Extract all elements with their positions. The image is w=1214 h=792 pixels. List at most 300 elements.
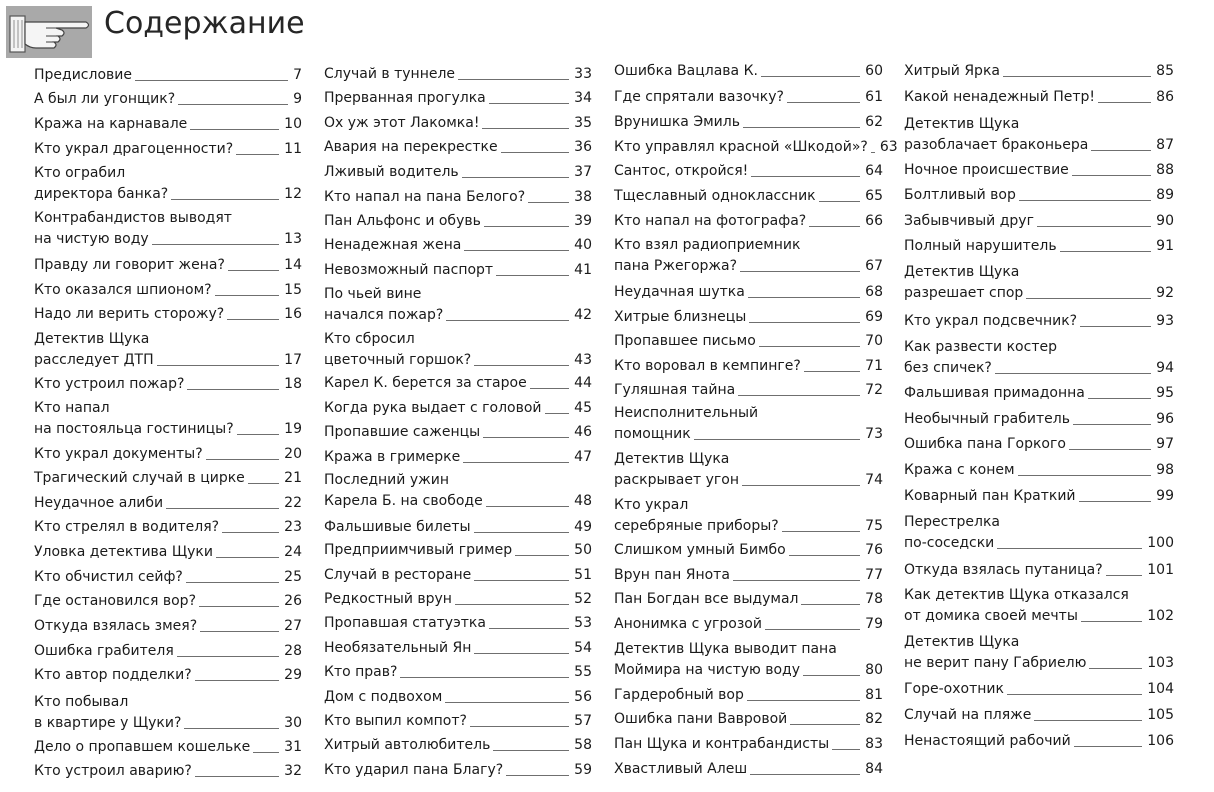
- toc-entry-title: Пропавшие саженцы: [324, 424, 481, 440]
- toc-leader-line: [803, 675, 860, 676]
- toc-entry-title: разоблачает браконьера: [904, 137, 1089, 153]
- toc-entry: [324, 284, 592, 326]
- toc-entry: [324, 711, 592, 732]
- toc-leader-line: [749, 322, 860, 323]
- toc-leader-line: [215, 295, 280, 296]
- toc-entry-title: Кто устроил аварию?: [34, 763, 192, 779]
- toc-entry-title: Кто напал на пана Белого?: [324, 189, 526, 205]
- toc-page-number: 92: [1156, 285, 1174, 301]
- toc-entry: [34, 665, 302, 686]
- toc-entry-title: без спичек?: [904, 360, 992, 376]
- toc-leader-line: [1089, 668, 1142, 669]
- toc-leader-line: [506, 775, 569, 776]
- toc-entry-title: на чистую воду: [34, 231, 149, 247]
- toc-entry: [614, 709, 883, 730]
- toc-leader-line: [483, 437, 569, 438]
- toc-entry-title: Врунишка Эмиль: [614, 114, 740, 130]
- toc-entry-title: по-соседски: [904, 535, 995, 551]
- toc-entry: [324, 137, 592, 158]
- toc-page-number: 12: [284, 186, 302, 202]
- toc-entry-title: Какой ненадежный Петр!: [904, 89, 1096, 105]
- toc-entry: [904, 460, 1174, 481]
- toc-entry-title: Ох уж этот Лакомка!: [324, 115, 480, 131]
- toc-leader-line: [474, 532, 570, 533]
- toc-page-number: 16: [284, 306, 302, 322]
- toc-leader-line: [832, 749, 860, 750]
- toc-entry: [324, 187, 592, 208]
- toc-page-number: 60: [865, 63, 883, 79]
- toc-leader-line: [222, 532, 279, 533]
- toc-page-number: 73: [865, 426, 883, 442]
- toc-leader-line: [782, 531, 860, 532]
- toc-entry-title: Случай в ресторане: [324, 567, 472, 583]
- toc-page-number: 103: [1147, 655, 1174, 671]
- toc-entry: [34, 398, 302, 440]
- toc-entry-title: директора банка?: [34, 186, 169, 202]
- toc-entry: [904, 236, 1174, 257]
- toc-entry-title: Ненастоящий рабочий: [904, 733, 1071, 749]
- toc-page-number: 45: [574, 400, 592, 416]
- toc-leader-line: [1081, 621, 1142, 622]
- toc-leader-line: [470, 726, 569, 727]
- toc-page-number: 13: [284, 231, 302, 247]
- toc-entry-title-line: По чьей вине: [324, 286, 422, 302]
- toc-page-number: 86: [1156, 89, 1174, 105]
- toc-entry-title: Кто управлял красной «Шкодой»?: [614, 139, 868, 155]
- toc-entry-title: Коварный пан Краткий: [904, 488, 1076, 504]
- toc-entry-title-line: Кто побывал: [34, 694, 129, 710]
- toc-entry-title: Предисловие: [34, 67, 132, 83]
- toc-leader-line: [751, 176, 860, 177]
- toc-page-number: 65: [865, 188, 883, 204]
- toc-entry: [614, 211, 883, 232]
- toc-entry-title: Кто украл документы?: [34, 446, 203, 462]
- toc-leader-line: [135, 80, 288, 81]
- toc-entry-title: расследует ДТП: [34, 352, 154, 368]
- toc-page-number: 77: [865, 567, 883, 583]
- toc-entry: [614, 331, 883, 352]
- toc-entry-title: Фальшивая примадонна: [904, 385, 1085, 401]
- toc-entry: [614, 450, 883, 491]
- toc-page-number: 18: [284, 376, 302, 392]
- toc-leader-line: [446, 320, 569, 321]
- toc-leader-line: [765, 629, 860, 630]
- toc-entry-title: Кража на карнавале: [34, 116, 188, 132]
- toc-entry-title: Полный нарушитель: [904, 238, 1057, 254]
- toc-page-number: 19: [284, 421, 302, 437]
- toc-entry-title: пана Ржегоржа?: [614, 258, 738, 274]
- toc-leader-line: [761, 76, 860, 77]
- toc-leader-line: [747, 700, 860, 701]
- toc-page-number: 66: [865, 213, 883, 229]
- toc-entry: [34, 163, 302, 205]
- toc-leader-line: [195, 776, 279, 777]
- toc-leader-line: [484, 226, 569, 227]
- toc-entry: [324, 88, 592, 109]
- toc-entry: [614, 161, 883, 182]
- toc-page-number: 44: [574, 375, 592, 391]
- toc-entry: [614, 640, 883, 681]
- toc-entry-title-line: Перестрелка: [904, 514, 1000, 530]
- toc-entry-title: Кто ударил пана Благу?: [324, 762, 504, 778]
- toc-entry-title-line: Кто ограбил: [34, 165, 126, 181]
- toc-entry-title: Случай на пляже: [904, 707, 1032, 723]
- toc-leader-line: [462, 177, 570, 178]
- toc-leader-line: [489, 628, 569, 629]
- toc-leader-line: [809, 226, 860, 227]
- toc-entry: [324, 235, 592, 256]
- toc-entry-title: Ошибка пани Вавровой: [614, 711, 788, 727]
- toc-entry: [614, 236, 883, 277]
- toc-entry-title: Дело о пропавшем кошельке: [34, 739, 251, 755]
- toc-entry: [324, 760, 592, 781]
- toc-page-number: 64: [865, 163, 883, 179]
- toc-entry-title: Необычный грабитель: [904, 411, 1070, 427]
- toc-entry-title: в квартире у Щуки?: [34, 715, 182, 731]
- toc-leader-line: [1019, 200, 1151, 201]
- toc-entry: [614, 61, 883, 82]
- toc-page-number: 95: [1156, 385, 1174, 401]
- toc-entry: [324, 422, 592, 443]
- toc-page-number: 70: [865, 333, 883, 349]
- toc-entry: [614, 565, 883, 586]
- toc-leader-line: [152, 244, 279, 245]
- toc-leader-line: [1034, 720, 1142, 721]
- toc-page-number: 22: [284, 495, 302, 511]
- toc-entry: [34, 468, 302, 489]
- toc-entry: [324, 398, 592, 419]
- toc-page-number: 93: [1156, 313, 1174, 329]
- toc-page-number: 50: [574, 542, 592, 558]
- toc-leader-line: [493, 750, 569, 751]
- toc-entry-title: разрешает спор: [904, 285, 1024, 301]
- toc-page-number: 67: [865, 258, 883, 274]
- toc-leader-line: [1079, 501, 1152, 502]
- toc-page-number: 69: [865, 309, 883, 325]
- toc-entry: [34, 114, 302, 135]
- toc-entry: [324, 662, 592, 683]
- toc-entry-title: Где спрятали вазочку?: [614, 89, 784, 105]
- toc-entry: [324, 638, 592, 659]
- toc-entry-title-line: Кто сбросил: [324, 331, 415, 347]
- toc-leader-line: [748, 297, 860, 298]
- toc-entry-title-line: Кто украл: [614, 497, 689, 513]
- toc-entry: [904, 585, 1174, 627]
- toc-entry-title: раскрывает угон: [614, 472, 739, 488]
- toc-page-number: 80: [865, 662, 883, 678]
- toc-page-number: 35: [574, 115, 592, 131]
- toc-entry-title: Карел К. берется за старое: [324, 375, 527, 391]
- toc-page-number: 98: [1156, 462, 1174, 478]
- toc-entry-title: Хитрый автолюбитель: [324, 737, 491, 753]
- toc-page-number: 62: [865, 114, 883, 130]
- toc-leader-line: [474, 653, 569, 654]
- toc-entry: [904, 160, 1174, 181]
- toc-entry: [614, 759, 883, 780]
- toc-entry: [324, 211, 592, 232]
- toc-entry-title-line: Кто взял радиоприемник: [614, 237, 801, 253]
- pointing-hand-icon: [6, 6, 92, 58]
- toc-leader-line: [871, 152, 875, 153]
- toc-entry: [614, 614, 883, 635]
- toc-entry: [34, 517, 302, 538]
- toc-entry: [34, 255, 302, 276]
- toc-entry: [34, 89, 302, 110]
- toc-leader-line: [1074, 746, 1143, 747]
- toc-entry: [614, 496, 883, 537]
- toc-page-number: 41: [574, 262, 592, 278]
- toc-leader-line: [1073, 424, 1151, 425]
- toc-leader-line: [157, 365, 280, 366]
- toc-entry-title: Тщеславный одноклассник: [614, 188, 816, 204]
- toc-entry-title: Моймира на чистую воду: [614, 662, 801, 678]
- toc-entry: [904, 731, 1174, 752]
- toc-entry-title: Гардеробный вор: [614, 687, 744, 703]
- toc-leader-line: [228, 270, 279, 271]
- toc-entry-title: помощник: [614, 426, 691, 442]
- toc-leader-line: [206, 459, 280, 460]
- toc-leader-line: [1098, 102, 1151, 103]
- toc-entry-title: Кто воровал в кемпинге?: [614, 358, 801, 374]
- toc-page-number: 31: [284, 739, 302, 755]
- toc-page-number: 99: [1156, 488, 1174, 504]
- toc-entry-title: Кто устроил пожар?: [34, 376, 185, 392]
- toc-entry: [324, 735, 592, 756]
- toc-page-number: 49: [574, 519, 592, 535]
- toc-entry-title: Прерванная прогулка: [324, 90, 486, 106]
- toc-entry: [34, 542, 302, 563]
- toc-leader-line: [482, 128, 569, 129]
- toc-entry-title: Авария на перекрестке: [324, 139, 498, 155]
- toc-entry: [324, 687, 592, 708]
- toc-entry: [324, 613, 592, 634]
- toc-entry: [614, 404, 883, 445]
- toc-entry-title: цветочный горшок?: [324, 352, 472, 368]
- toc-leader-line: [171, 199, 279, 200]
- toc-entry: [34, 692, 302, 734]
- toc-page-number: 72: [865, 382, 883, 398]
- toc-entry-title: начался пожар?: [324, 307, 444, 323]
- toc-entry-title: Хитрый Ярка: [904, 63, 1000, 79]
- toc-entry-title: Откуда взялась змея?: [34, 618, 198, 634]
- toc-leader-line: [190, 129, 279, 130]
- toc-page-number: 9: [293, 91, 302, 107]
- toc-page-number: 34: [574, 90, 592, 106]
- toc-leader-line: [1060, 251, 1152, 252]
- toc-page-number: 85: [1156, 63, 1174, 79]
- toc-entry: [614, 589, 883, 610]
- toc-entry-title-line: Детектив Щука: [614, 451, 730, 467]
- toc-entry: [34, 591, 302, 612]
- toc-page-number: 57: [574, 713, 592, 729]
- toc-page-number: 40: [574, 237, 592, 253]
- toc-page-number: 89: [1156, 187, 1174, 203]
- toc-entry: [614, 186, 883, 207]
- toc-leader-line: [166, 508, 279, 509]
- toc-leader-line: [463, 462, 569, 463]
- toc-entry: [614, 282, 883, 303]
- toc-page-number: 105: [1147, 707, 1174, 723]
- toc-entry-title: не верит пану Габриелю: [904, 655, 1087, 671]
- toc-entry-title: Кража с конем: [904, 462, 1015, 478]
- toc-entry: [324, 373, 592, 394]
- toc-entry-title: Ошибка грабителя: [34, 643, 174, 659]
- toc-page-number: 32: [284, 763, 302, 779]
- toc-entry-title: Ошибка Вацлава К.: [614, 63, 758, 79]
- toc-page-number: 58: [574, 737, 592, 753]
- toc-entry-title: Предприимчивый гример: [324, 542, 513, 558]
- toc-page-number: 52: [574, 591, 592, 607]
- toc-page-number: 87: [1156, 137, 1174, 153]
- toc-entry-title: А был ли угонщик?: [34, 91, 176, 107]
- toc-leader-line: [743, 127, 860, 128]
- toc-entry: [34, 761, 302, 782]
- toc-leader-line: [530, 388, 569, 389]
- toc-entry-title-line: Как развести костер: [904, 339, 1057, 355]
- toc-page-number: 17: [284, 352, 302, 368]
- toc-page-number: 10: [284, 116, 302, 132]
- toc-leader-line: [738, 395, 860, 396]
- toc-page-number: 90: [1156, 213, 1174, 229]
- toc-leader-line: [1003, 76, 1151, 77]
- toc-entry: [34, 493, 302, 514]
- toc-entry: [614, 137, 898, 158]
- toc-entry: [904, 409, 1174, 430]
- toc-page-number: 101: [1147, 562, 1174, 578]
- toc-entry-title: Ночное происшествие: [904, 162, 1069, 178]
- toc-leader-line: [489, 103, 569, 104]
- toc-entry: [34, 280, 302, 301]
- toc-entry: [324, 329, 592, 371]
- toc-entry-title: Неудачное алиби: [34, 495, 164, 511]
- toc-page-number: 47: [574, 449, 592, 465]
- toc-page-number: 75: [865, 518, 883, 534]
- toc-page-number: 53: [574, 615, 592, 631]
- toc-entry: [34, 139, 302, 160]
- toc-entry-title: Уловка детектива Щуки: [34, 544, 213, 560]
- toc-entry-title: Ненадежная жена: [324, 237, 462, 253]
- toc-entry-title: Надо ли верить сторожу?: [34, 306, 225, 322]
- toc-entry-title: от домика своей мечты: [904, 608, 1078, 624]
- toc-entry: [614, 307, 883, 328]
- toc-page-number: 14: [284, 257, 302, 273]
- toc-page-number: 36: [574, 139, 592, 155]
- toc-page-number: 100: [1147, 535, 1174, 551]
- toc-leader-line: [177, 656, 279, 657]
- toc-leader-line: [995, 373, 1151, 374]
- toc-entry-title: Лживый водитель: [324, 164, 459, 180]
- toc-entry: [34, 208, 302, 250]
- toc-page-number: 43: [574, 352, 592, 368]
- toc-page-number: 39: [574, 213, 592, 229]
- toc-entry: [324, 113, 592, 134]
- toc-page-number: 59: [574, 762, 592, 778]
- toc-page-number: 37: [574, 164, 592, 180]
- toc-page-number: 21: [284, 470, 302, 486]
- toc-entry: [904, 211, 1174, 232]
- toc-entry: [904, 185, 1174, 206]
- toc-page-number: 102: [1147, 608, 1174, 624]
- toc-entry-title-line: Последний ужин: [324, 472, 449, 488]
- toc-page-number: 46: [574, 424, 592, 440]
- toc-entry-title-line: Контрабандистов выводят: [34, 210, 232, 226]
- toc-leader-line: [178, 104, 288, 105]
- toc-entry-title: Пан Щука и контрабандисты: [614, 736, 830, 752]
- toc-page-number: 63: [879, 139, 898, 155]
- toc-entry-title: Кто автор подделки?: [34, 667, 192, 683]
- toc-entry-title: на постояльца гостиницы?: [34, 421, 234, 437]
- toc-entry: [34, 641, 302, 662]
- toc-page-number: 91: [1156, 238, 1174, 254]
- toc-page-number: 79: [865, 616, 883, 632]
- toc-entry-title: Дом с подвохом: [324, 689, 443, 705]
- toc-entry: [904, 679, 1174, 700]
- toc-page-number: 96: [1156, 411, 1174, 427]
- toc-entry-title: Анонимка с угрозой: [614, 616, 762, 632]
- toc-leader-line: [237, 434, 280, 435]
- toc-entry-title: Горе-охотник: [904, 681, 1004, 697]
- toc-leader-line: [474, 365, 569, 366]
- toc-leader-line: [759, 346, 860, 347]
- toc-entry-title: Пропавшая статуэтка: [324, 615, 486, 631]
- toc-entry: [324, 589, 592, 610]
- toc-entry: [904, 114, 1174, 156]
- toc-page-number: 104: [1147, 681, 1174, 697]
- toc-page-number: 88: [1156, 162, 1174, 178]
- toc-leader-line: [1069, 449, 1151, 450]
- toc-entry-title: Пропавшее письмо: [614, 333, 756, 349]
- toc-leader-line: [1088, 398, 1151, 399]
- toc-entry: [324, 517, 592, 538]
- toc-entry: [904, 560, 1174, 581]
- toc-leader-line: [195, 680, 280, 681]
- toc-entry-title-line: Как детектив Щука отказался: [904, 587, 1129, 603]
- toc-entry-title: Врун пан Янота: [614, 567, 730, 583]
- toc-entry: [34, 567, 302, 588]
- toc-leader-line: [997, 548, 1142, 549]
- toc-page-number: 71: [865, 358, 883, 374]
- toc-entry-title: Кто прав?: [324, 664, 398, 680]
- toc-entry-title: Кто стрелял в водителя?: [34, 519, 220, 535]
- toc-page-number: 106: [1147, 733, 1174, 749]
- toc-page-number: 94: [1156, 360, 1174, 376]
- toc-page-number: 61: [865, 89, 883, 105]
- toc-entry: [34, 65, 302, 86]
- toc-entry-title: Неудачная шутка: [614, 284, 745, 300]
- toc-entry: [904, 486, 1174, 507]
- toc-entry: [904, 512, 1174, 554]
- toc-entry-title: Гуляшная тайна: [614, 382, 736, 398]
- toc-entry-title-line: Детектив Щука: [904, 264, 1020, 280]
- toc-entry: [614, 540, 883, 561]
- toc-entry-title: Кто напал на фотографа?: [614, 213, 807, 229]
- toc-entry-title: Невозможный паспорт: [324, 262, 494, 278]
- toc-page-number: 68: [865, 284, 883, 300]
- toc-leader-line: [694, 439, 860, 440]
- toc-leader-line: [464, 250, 569, 251]
- toc-leader-line: [515, 555, 569, 556]
- toc-leader-line: [400, 677, 569, 678]
- toc-entry-title: Слишком умный Бимбо: [614, 542, 786, 558]
- toc-leader-line: [1080, 326, 1151, 327]
- toc-entry-title: Кража в гримерке: [324, 449, 461, 465]
- toc-entry-title-line: Детектив Щука выводит пана: [614, 641, 837, 657]
- toc-leader-line: [804, 371, 860, 372]
- toc-entry: [34, 304, 302, 325]
- toc-page-number: 23: [284, 519, 302, 535]
- toc-page-number: 84: [865, 761, 883, 777]
- toc-page-number: 29: [284, 667, 302, 683]
